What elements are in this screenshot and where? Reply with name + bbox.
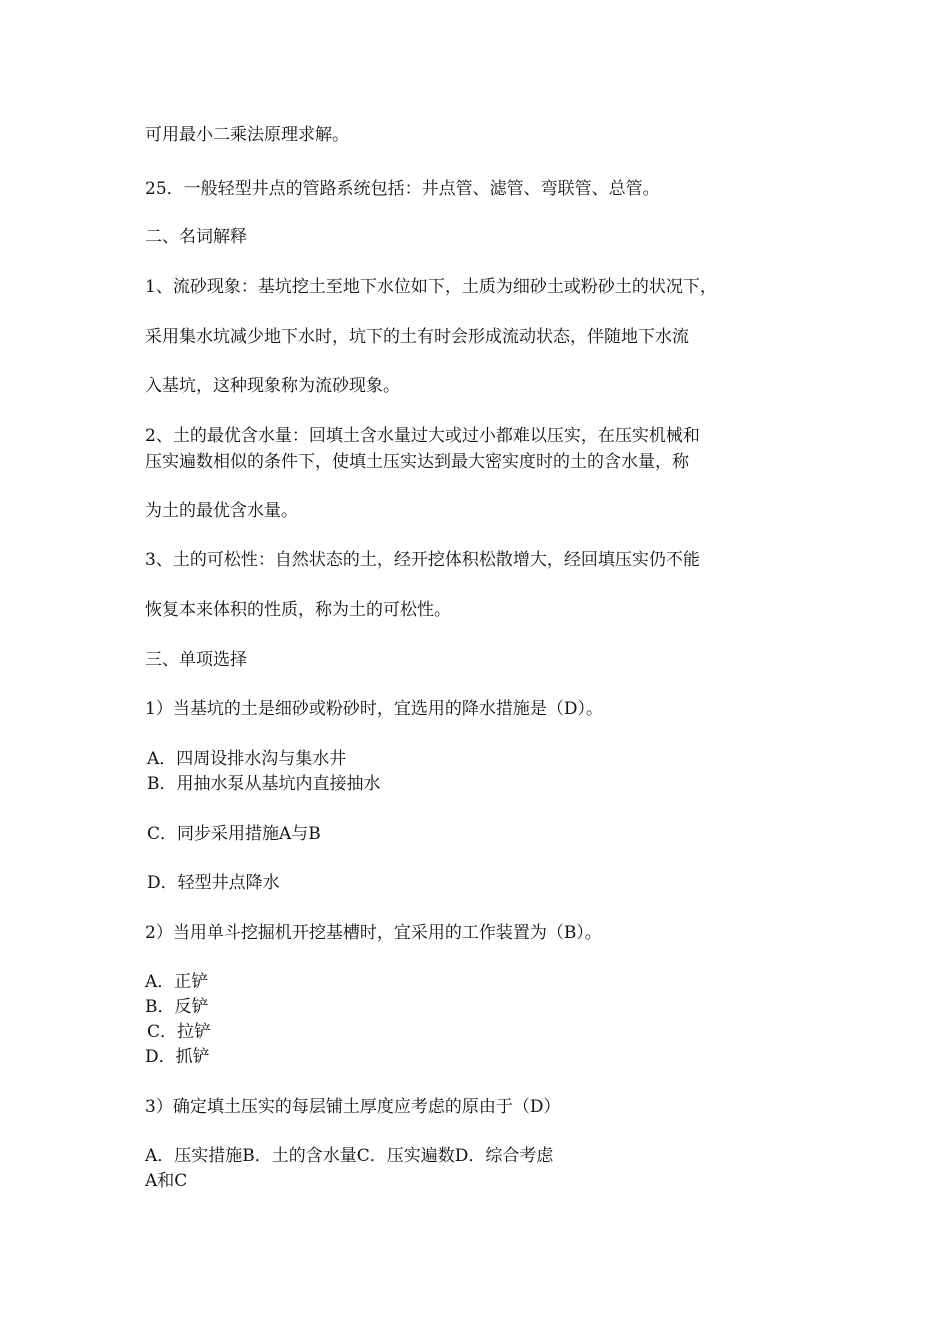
question-text: 2）当用单斗挖掘机开挖基槽时，宜采用的工作装置为（B）。 bbox=[145, 923, 602, 943]
option-text: A．压实措施B．土的含水量C．压实遍数D．综合考虑 bbox=[145, 1146, 554, 1166]
option-text: C．同步采用措施A与B bbox=[147, 824, 321, 844]
question-text: 3）确定填土压实的每层铺土厚度应考虑的原由于（D） bbox=[145, 1097, 561, 1117]
option-text: B．用抽水泵从基坑内直接抽水 bbox=[147, 774, 381, 794]
option-text: A和C bbox=[145, 1171, 188, 1191]
option-text: B．反铲 bbox=[145, 997, 209, 1017]
text-line: 为土的最优含水量。 bbox=[145, 501, 298, 521]
text-line: 25．一般轻型井点的管路系统包括：井点管、滤管、弯联管、总管。 bbox=[145, 179, 660, 199]
section-heading: 三、单项选择 bbox=[145, 650, 247, 670]
option-text: D．轻型井点降水 bbox=[147, 873, 280, 893]
text-line: 3、土的可松性：自然状态的土，经开挖体积松散增大，经回填压实仍不能 bbox=[145, 550, 700, 570]
text-line: 可用最小二乘法原理求解。 bbox=[145, 125, 349, 145]
text-line: 恢复本来体积的性质，称为土的可松性。 bbox=[145, 600, 451, 620]
option-text: C．拉铲 bbox=[147, 1022, 212, 1042]
text-line: 1、流砂现象：基坑挖土至地下水位如下，土质为细砂土或粉砂土的状况下， bbox=[145, 277, 717, 297]
section-heading: 二、名词解释 bbox=[145, 227, 247, 247]
option-text: D．抓铲 bbox=[145, 1047, 210, 1067]
text-line: 入基坑，这种现象称为流砂现象。 bbox=[145, 376, 400, 396]
question-text: 1）当基坑的土是细砂或粉砂时，宜选用的降水措施是（D）。 bbox=[145, 699, 603, 719]
text-line: 采用集水坑减少地下水时，坑下的土有时会形成流动状态，伴随地下水流 bbox=[145, 327, 689, 347]
option-text: A．正铲 bbox=[145, 972, 209, 992]
text-line: 2、土的最优含水量：回填土含水量过大或过小都难以压实，在压实机械和 bbox=[145, 426, 700, 446]
text-line: 压实遍数相似的条件下，使填土压实达到最大密实度时的土的含水量，称 bbox=[145, 452, 689, 472]
option-text: A．四周设排水沟与集水井 bbox=[147, 749, 347, 769]
